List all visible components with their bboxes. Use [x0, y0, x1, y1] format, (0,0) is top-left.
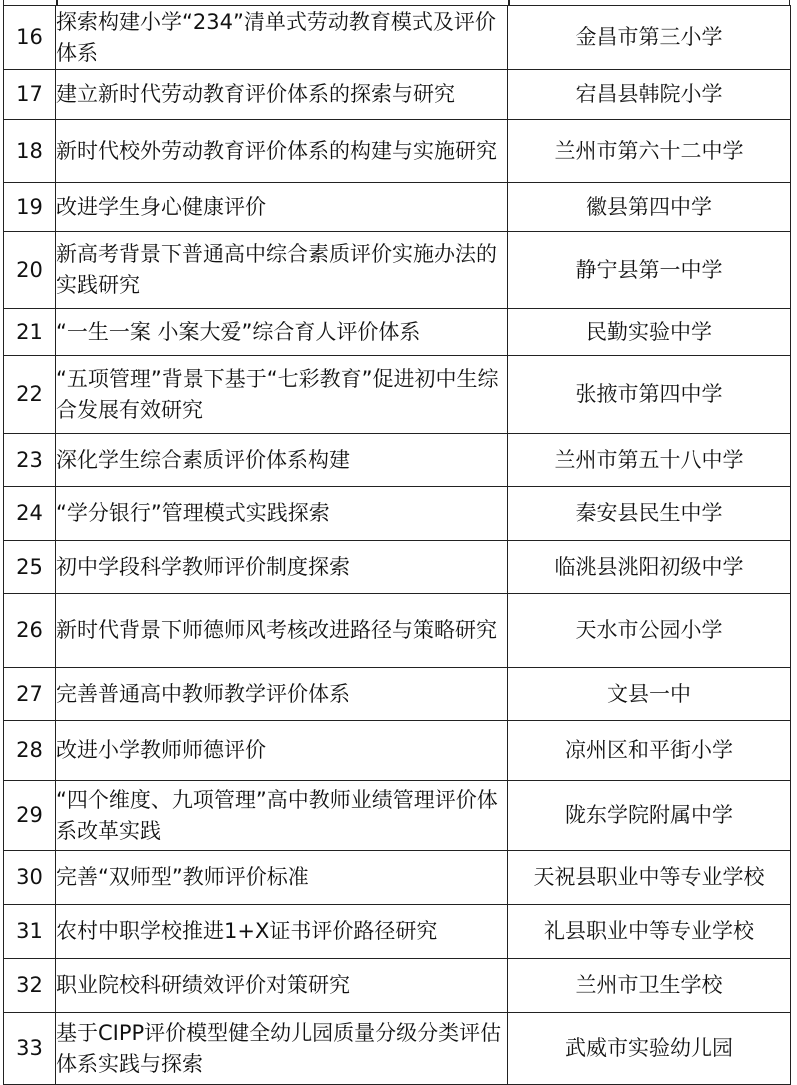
row-number: 19: [4, 183, 56, 232]
row-number: 30: [4, 851, 56, 905]
project-title: “学分银行”管理模式实践探索: [56, 487, 508, 541]
project-title: 改进小学教师师德评价: [56, 721, 508, 781]
project-table: [3, 5, 791, 1085]
project-title: “五项管理”背景下基于“七彩教育”促进初中生综合发展有效研究: [56, 356, 508, 434]
row-number: 27: [4, 668, 56, 721]
table-row: [4, 120, 791, 183]
table-row: [4, 434, 791, 487]
project-title: 初中学段科学教师评价制度探索: [56, 541, 508, 594]
project-title: 完善“双师型”教师评价标准: [56, 851, 508, 905]
table-row: [4, 356, 791, 434]
school-name: 张掖市第四中学: [508, 356, 791, 434]
school-name: 静宁县第一中学: [508, 232, 791, 309]
row-number: 33: [4, 1013, 56, 1085]
row-number: 24: [4, 487, 56, 541]
project-title: 深化学生综合素质评价体系构建: [56, 434, 508, 487]
project-title: 改进学生身心健康评价: [56, 183, 508, 232]
project-title: 新高考背景下普通高中综合素质评价实施办法的实践研究: [56, 232, 508, 309]
row-number: 29: [4, 781, 56, 851]
school-name: 天祝县职业中等专业学校: [508, 851, 791, 905]
table-row: [4, 1013, 791, 1085]
row-number: 20: [4, 232, 56, 309]
row-number: 18: [4, 120, 56, 183]
table-row: [4, 309, 791, 356]
school-name: 徽县第四中学: [508, 183, 791, 232]
row-number: 26: [4, 594, 56, 668]
table-row: [4, 541, 791, 594]
row-number: 21: [4, 309, 56, 356]
school-name: 金昌市第三小学: [508, 6, 791, 70]
school-name: 文县一中: [508, 668, 791, 721]
project-title: “四个维度、九项管理”高中教师业绩管理评价体系改革实践: [56, 781, 508, 851]
table-row: [4, 70, 791, 120]
school-name: 民勤实验中学: [508, 309, 791, 356]
row-number: 22: [4, 356, 56, 434]
school-name: 礼县职业中等专业学校: [508, 905, 791, 959]
project-title: 建立新时代劳动教育评价体系的探索与研究: [56, 70, 508, 120]
school-name: 临洮县洮阳初级中学: [508, 541, 791, 594]
project-title: 新时代校外劳动教育评价体系的构建与实施研究: [56, 120, 508, 183]
project-title: “一生一案 小案大爱”综合育人评价体系: [56, 309, 508, 356]
table-row: [4, 6, 791, 70]
table-row: [4, 183, 791, 232]
project-title: 农村中职学校推进1+X证书评价路径研究: [56, 905, 508, 959]
school-name: 宕昌县韩院小学: [508, 70, 791, 120]
row-number: 17: [4, 70, 56, 120]
row-number: 16: [4, 6, 56, 70]
table-row: [4, 668, 791, 721]
project-title: 探索构建小学“234”清单式劳动教育模式及评价体系: [56, 6, 508, 70]
table-row: [4, 721, 791, 781]
table-row: [4, 905, 791, 959]
row-number: 23: [4, 434, 56, 487]
row-number: 25: [4, 541, 56, 594]
project-title: 完善普通高中教师教学评价体系: [56, 668, 508, 721]
row-number: 32: [4, 959, 56, 1013]
school-name: 秦安县民生中学: [508, 487, 791, 541]
project-title: 职业院校科研绩效评价对策研究: [56, 959, 508, 1013]
table-row: [4, 851, 791, 905]
table-row: [4, 781, 791, 851]
school-name: 凉州区和平街小学: [508, 721, 791, 781]
school-name: 陇东学院附属中学: [508, 781, 791, 851]
project-title: 新时代背景下师德师风考核改进路径与策略研究: [56, 594, 508, 668]
row-number: 28: [4, 721, 56, 781]
school-name: 兰州市第五十八中学: [508, 434, 791, 487]
school-name: 兰州市卫生学校: [508, 959, 791, 1013]
school-name: 武威市实验幼儿园: [508, 1013, 791, 1085]
row-number: 31: [4, 905, 56, 959]
school-name: 天水市公园小学: [508, 594, 791, 668]
table-row: [4, 487, 791, 541]
project-title: 基于CIPP评价模型健全幼儿园质量分级分类评估体系实践与探索: [56, 1013, 508, 1085]
table-row: [4, 594, 791, 668]
school-name: 兰州市第六十二中学: [508, 120, 791, 183]
table-row: [4, 232, 791, 309]
table-row: [4, 959, 791, 1013]
